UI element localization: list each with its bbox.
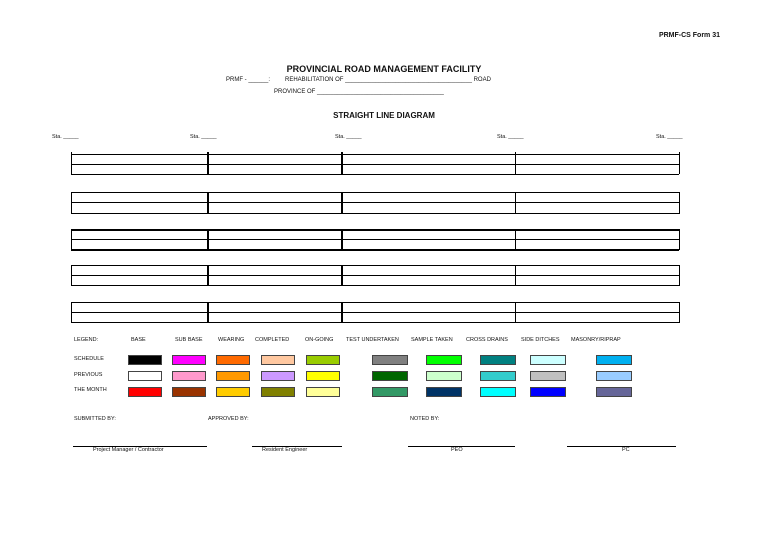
- legend-label: LEGEND:: [74, 337, 99, 343]
- legend-swatch: [596, 355, 632, 365]
- station-marker: [71, 192, 72, 214]
- station-marker: [207, 192, 209, 214]
- signatory-title: PEO: [451, 447, 463, 453]
- station-marker: [679, 152, 680, 174]
- province-field: PROVINCE OF ______________________________________: [274, 89, 444, 95]
- legend-swatch: [172, 387, 206, 397]
- diagram-line: [71, 229, 679, 231]
- station-marker: [207, 229, 209, 250]
- station-label: Sta. _____: [497, 134, 524, 140]
- station-marker: [341, 152, 343, 174]
- station-marker: [679, 192, 680, 214]
- legend-row-label: THE MONTH: [74, 387, 107, 393]
- station-marker: [515, 265, 516, 286]
- legend-swatch: [480, 371, 516, 381]
- legend-swatch: [596, 387, 632, 397]
- diagram-line: [71, 174, 679, 175]
- legend-column: ON-GOING: [305, 337, 334, 343]
- station-marker: [71, 229, 72, 250]
- legend-swatch: [306, 387, 340, 397]
- legend-swatch: [426, 355, 462, 365]
- diagram-line: [71, 202, 679, 203]
- station-label: Sta. _____: [656, 134, 683, 140]
- legend-swatch: [216, 355, 250, 365]
- diagram-line: [71, 239, 679, 240]
- diagram-title: STRAIGHT LINE DIAGRAM: [333, 111, 435, 120]
- legend-column: MASONRY/RIPRAP: [571, 337, 621, 343]
- legend-swatch: [261, 355, 295, 365]
- signatory-title: PC: [622, 447, 630, 453]
- station-marker: [341, 302, 343, 323]
- legend-swatch: [480, 355, 516, 365]
- rehabilitation-field: REHABILITATION OF ______________________________________ ROAD: [285, 77, 491, 83]
- station-marker: [679, 302, 680, 323]
- legend-swatch: [216, 371, 250, 381]
- legend-swatch: [128, 387, 162, 397]
- legend-swatch: [530, 355, 566, 365]
- legend-row-label: PREVIOUS: [74, 372, 103, 378]
- noted-by-label: NOTED BY:: [410, 416, 440, 422]
- page-title: PROVINCIAL ROAD MANAGEMENT FACILITY: [286, 64, 482, 74]
- legend-swatch: [426, 371, 462, 381]
- station-marker: [679, 265, 680, 286]
- legend-swatch: [261, 371, 295, 381]
- legend-swatch: [596, 371, 632, 381]
- legend-swatch: [306, 355, 340, 365]
- legend-column: SAMPLE TAKEN: [411, 337, 453, 343]
- signatory-title: Project Manager / Contractor: [93, 447, 164, 453]
- legend-column: COMPLETED: [255, 337, 290, 343]
- form-code: PRMF-CS Form 31: [658, 32, 720, 39]
- prmf-field: PRMF - ______:: [226, 77, 271, 83]
- diagram-line: [71, 154, 679, 155]
- station-marker: [341, 229, 343, 250]
- legend-column: TEST UNDERTAKEN: [346, 337, 399, 343]
- legend-column: WEARING: [218, 337, 245, 343]
- legend-swatch: [261, 387, 295, 397]
- legend-column: SIDE DITCHES: [521, 337, 560, 343]
- legend-column: CROSS DRAINS: [466, 337, 508, 343]
- legend-swatch: [128, 371, 162, 381]
- submitted-by-label: SUBMITTED BY:: [74, 416, 116, 422]
- station-marker: [207, 265, 209, 286]
- legend-row-label: SCHEDULE: [74, 356, 104, 362]
- signatory-title: Resident Engineer: [262, 447, 308, 453]
- station-marker: [515, 152, 516, 174]
- diagram-line: [71, 312, 679, 313]
- station-marker: [515, 229, 516, 250]
- station-marker: [341, 265, 343, 286]
- station-label: Sta. _____: [52, 134, 79, 140]
- station-marker: [207, 152, 209, 174]
- station-marker: [71, 265, 72, 286]
- legend-swatch: [306, 371, 340, 381]
- diagram-line: [71, 275, 679, 276]
- station-marker: [679, 229, 680, 250]
- diagram-line: [71, 285, 679, 286]
- legend-column: SUB BASE: [175, 337, 203, 343]
- diagram-line: [71, 164, 679, 165]
- legend-swatch: [530, 371, 566, 381]
- diagram-line: [71, 302, 679, 303]
- legend-swatch: [372, 371, 408, 381]
- station-label: Sta. _____: [335, 134, 362, 140]
- station-label: Sta. _____: [190, 134, 217, 140]
- diagram-line: [71, 213, 679, 214]
- diagram-line: [71, 249, 679, 251]
- legend-swatch: [172, 355, 206, 365]
- legend-swatch: [372, 355, 408, 365]
- station-marker: [207, 302, 209, 323]
- legend-swatch: [128, 355, 162, 365]
- station-marker: [71, 152, 72, 174]
- station-marker: [515, 302, 516, 323]
- station-marker: [71, 302, 72, 323]
- legend-swatch: [172, 371, 206, 381]
- legend-column: BASE: [131, 337, 146, 343]
- legend-swatch: [216, 387, 250, 397]
- station-marker: [515, 192, 516, 214]
- station-marker: [341, 192, 343, 214]
- approved-by-label: APPROVED BY:: [208, 416, 249, 422]
- legend-swatch: [530, 387, 566, 397]
- legend-swatch: [426, 387, 462, 397]
- diagram-line: [71, 322, 679, 323]
- legend-swatch: [372, 387, 408, 397]
- legend-swatch: [480, 387, 516, 397]
- diagram-line: [71, 265, 679, 266]
- diagram-line: [71, 192, 679, 193]
